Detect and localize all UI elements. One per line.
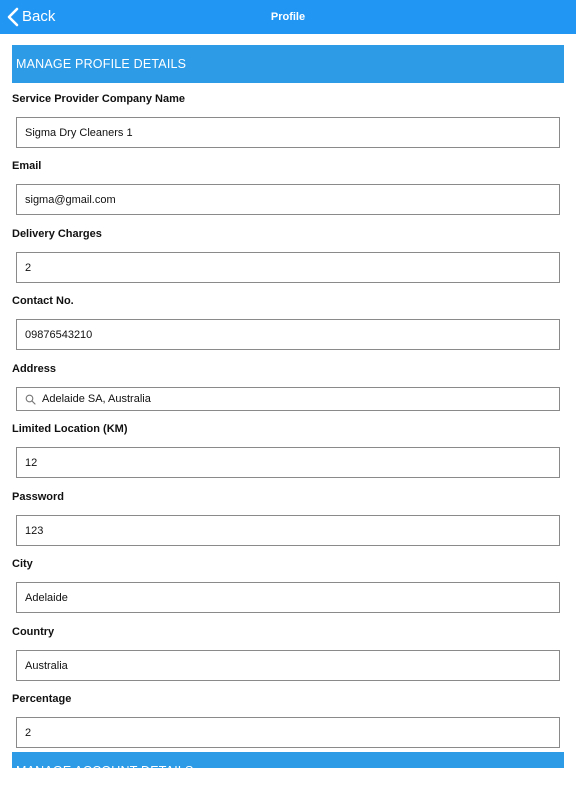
password-value: 123 <box>25 524 44 537</box>
email-value: sigma@gmail.com <box>25 193 116 206</box>
country-label: Country <box>12 626 55 638</box>
address-value: Adelaide SA, Australia <box>42 393 151 405</box>
contact-no-value: 09876543210 <box>25 328 93 341</box>
address-label: Address <box>12 363 57 375</box>
manage-account-header: MANAGE ACCOUNT DETAILS <box>12 752 564 768</box>
percentage-value: 2 <box>25 726 32 739</box>
password-field[interactable] <box>16 515 560 546</box>
back-button-label: Back <box>22 8 56 25</box>
contact-no-label: Contact No. <box>12 295 74 307</box>
delivery-charges-value: 2 <box>25 261 32 274</box>
city-label: City <box>12 558 33 570</box>
email-field[interactable] <box>16 184 560 215</box>
chevron-left-icon <box>6 7 20 27</box>
city-field[interactable] <box>16 582 560 613</box>
delivery-charges-label: Delivery Charges <box>12 228 102 240</box>
delivery-charges-field[interactable] <box>16 252 560 283</box>
email-label: Email <box>12 160 42 172</box>
limited-location-label: Limited Location (KM) <box>12 423 128 435</box>
password-label: Password <box>12 491 64 503</box>
company-name-label: Service Provider Company Name <box>12 93 186 105</box>
back-button[interactable] <box>6 7 55 27</box>
limited-location-field[interactable] <box>16 447 560 478</box>
company-name-field[interactable] <box>16 117 560 148</box>
city-value: Adelaide <box>25 591 68 604</box>
search-icon <box>25 394 36 405</box>
percentage-field[interactable] <box>16 717 560 748</box>
page-title: Profile <box>270 11 306 23</box>
limited-location-value: 12 <box>25 456 38 469</box>
contact-no-field[interactable] <box>16 319 560 350</box>
company-name-value: Sigma Dry Cleaners 1 <box>25 126 133 139</box>
navigation-bar <box>0 0 576 34</box>
percentage-label: Percentage <box>12 693 72 705</box>
address-search-field[interactable] <box>16 387 560 411</box>
country-value: Australia <box>25 659 68 672</box>
manage-profile-header: MANAGE PROFILE DETAILS <box>12 45 564 83</box>
country-field[interactable] <box>16 650 560 681</box>
